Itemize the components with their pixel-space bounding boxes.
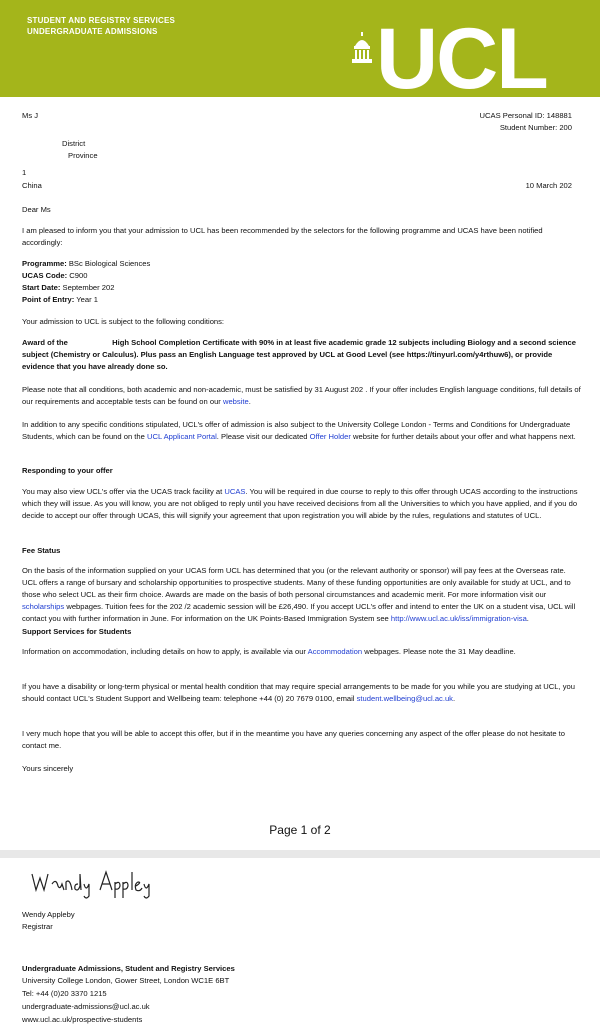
signatory-name: Wendy Appleby	[22, 910, 75, 919]
header-dept-line: STUDENT AND REGISTRY SERVICES	[27, 16, 176, 25]
page-number: Page 1 of 2	[269, 823, 331, 837]
recipient-name: Ms J	[22, 111, 39, 120]
responding-heading: Responding to your offer	[22, 466, 113, 475]
fee-status-heading: Fee Status	[22, 546, 61, 555]
ucl-header	[0, 0, 600, 107]
offer-holder-link[interactable]: Offer Holder	[309, 432, 351, 441]
immigration-visa-link[interactable]: http://www.ucl.ac.uk/iss/immigration-visa	[390, 614, 527, 623]
portico-dome-icon	[350, 32, 374, 64]
recipient-country: China	[22, 181, 42, 190]
responding-paragraph: You may also view UCL's offer via the UCAS track facility at UCAS. You will be required in due course to reply to this offer through UCAS according to the instructions which they will issue. As you will know, you are not obliged to reply until you have received decisions from all the Universities to which you have applied, and if you do decide to accept our offer through UCAS, this will signify your agreement that upon registration you will abide by the rules, regulations and statutes of UCL.	[22, 487, 578, 520]
ucl-logo	[350, 11, 582, 107]
letter-date: 10 March 202	[525, 181, 572, 190]
additional-conditions: In addition to any specific conditions stipulated, UCL's offer of admission is also subject to the University College London - Terms and Conditions for Undergraduate Students, which can be found on the UCL Applicant Portal. Please visit our dedicated Offer Holder website for further details about your offer and what happens next.	[22, 420, 576, 441]
conditions-note: Please note that all conditions, both academic and non-academic, must be satisfied by 31 August 202 . If your offer includes English language conditions, full details of our requirements and acceptable tests can be found on our website.	[22, 385, 581, 406]
footer-website[interactable]: www.ucl.ac.uk/prospective-students	[22, 1015, 143, 1024]
start-date-line: Start Date: September 202	[22, 283, 115, 292]
intro-paragraph: I am pleased to inform you that your admission to UCL has been recommended by the selectors for the following programme and UCAS have been notified accordingly:	[22, 226, 543, 247]
award-condition: Award of the High School Completion Certificate with 90% in at least five academic grade 12 subjects including Biology and a second science subject (Chemistry or Calculus). Plus pass an English Language test approved by UCL at Good Level (see https://tinyurl.com/y4rthuw6), or provide evidence that you have already done so.	[22, 338, 576, 371]
page-break	[0, 850, 600, 858]
footer-email[interactable]: undergraduate-admissions@ucl.ac.uk	[22, 1002, 150, 1011]
ucl-logo-text: UCL	[376, 11, 547, 107]
footer-address: University College London, Gower Street, London WC1E 6BT	[22, 976, 230, 985]
wellbeing-email-link[interactable]: student.wellbeing@ucl.ac.uk	[356, 694, 453, 703]
closing-salutation: Yours sincerely	[22, 764, 74, 773]
website-link[interactable]: website	[222, 397, 249, 406]
signatory-title: Registrar	[22, 922, 53, 931]
student-number: Student Number: 200	[499, 123, 572, 132]
point-of-entry-line: Point of Entry: Year 1	[22, 295, 98, 304]
ucas-personal-id: UCAS Personal ID: 148881	[479, 111, 572, 120]
header-unit-line: UNDERGRADUATE ADMISSIONS	[27, 27, 158, 36]
scholarships-link[interactable]: scholarships	[22, 602, 65, 611]
recipient-line-number: 1	[22, 168, 27, 177]
footer-telephone: Tel: +44 (0)20 3370 1215	[22, 989, 107, 998]
ucas-code-line: UCAS Code: C900	[22, 271, 88, 280]
recipient-district: District	[62, 139, 86, 148]
support-services-heading: Support Services for Students	[22, 627, 132, 636]
programme-line: Programme: BSc Biological Sciences	[22, 259, 151, 268]
recipient-province: Province	[68, 151, 98, 160]
disability-paragraph: If you have a disability or long-term physical or mental health condition that may require special arrangements to be made for you while you are studying at UCL, you should contact UCL's Student Support and Wellbeing team: telephone +44 (0) 20 7679 0100, email student.wellbeing@ucl.ac.uk.	[22, 682, 575, 703]
footer-org: Undergraduate Admissions, Student and Registry Services	[22, 964, 235, 973]
support-paragraph: Information on accommodation, including details on how to apply, is available via our Accommodation webpages. Please note the 31 May deadline.	[22, 647, 516, 656]
accommodation-link[interactable]: Accommodation	[307, 647, 363, 656]
salutation: Dear Ms	[22, 205, 51, 214]
conditions-intro: Your admission to UCL is subject to the following conditions:	[22, 317, 225, 326]
ucas-link[interactable]: UCAS	[224, 487, 246, 496]
closing-hope-paragraph: I very much hope that you will be able to accept this offer, but if in the meantime you have any queries concerning any aspect of the offer please do not hesitate to contact me.	[22, 729, 566, 750]
handwritten-signature	[22, 862, 162, 902]
applicant-portal-link[interactable]: UCL Applicant Portal	[146, 432, 217, 441]
fee-status-paragraph: On the basis of the information supplied on your UCAS form UCL has determined that you (or the relevant authority or sponsor) will pay fees at the Overseas rate. UCL offers a range of bursary and scholarship opportunities to prospective students. Many of these funding opportunities are only available for study at UCL, and to those who select UCL as their firm choice. Awards are made on the basis of both personal circumstances and academic merit. For more information visit our scholarships webpages. Tuition fees for the 202 /2 academic session will be £26,490. If you accept UCL's offer and intend to enter the UK on a student visa, UCL will contact you with further information in June. For information on the UK Points-Based Immigration System see http://www.ucl.ac.uk/iss/immigration-visa.	[22, 566, 576, 623]
